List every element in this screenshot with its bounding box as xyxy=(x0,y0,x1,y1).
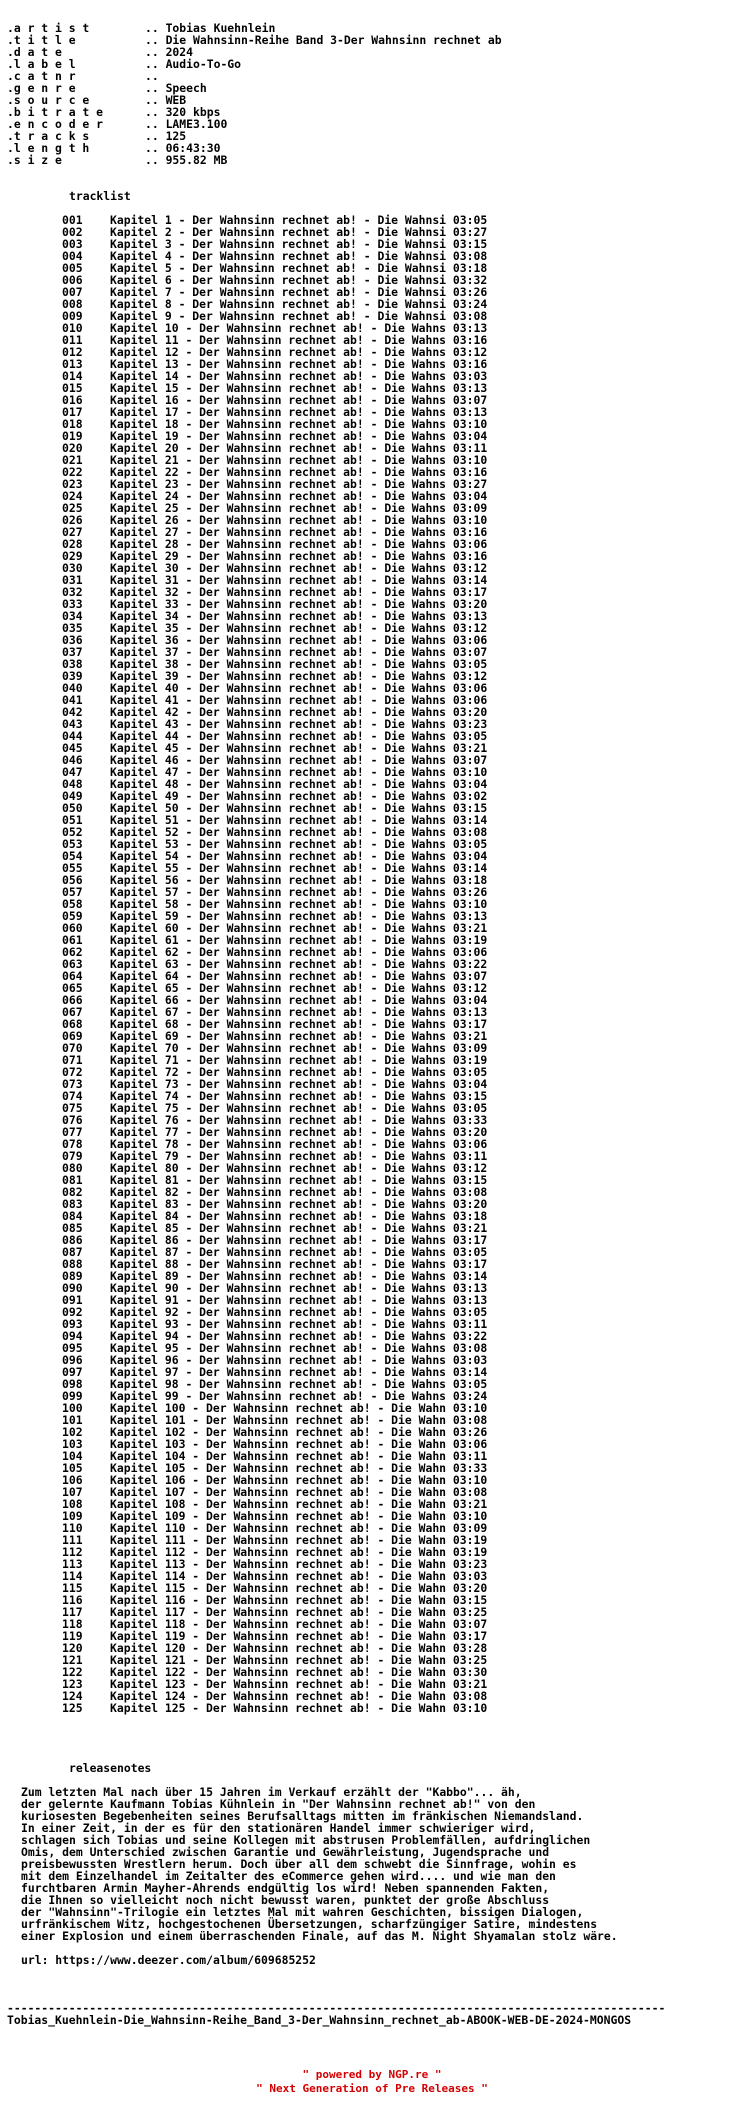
track-row: 059 Kapitel 59 - Der Wahnsinn rechnet ab! - Die Wahns 03:13 xyxy=(62,909,488,923)
track-row: 017 Kapitel 17 - Der Wahnsinn rechnet ab! - Die Wahns 03:13 xyxy=(62,405,488,419)
track-row: 026 Kapitel 26 - Der Wahnsinn rechnet ab! - Die Wahns 03:10 xyxy=(62,513,488,527)
track-row: 074 Kapitel 74 - Der Wahnsinn rechnet ab! - Die Wahns 03:15 xyxy=(62,1089,488,1103)
blank-line xyxy=(7,1726,665,1738)
track-row: 061 Kapitel 61 - Der Wahnsinn rechnet ab! - Die Wahns 03:19 xyxy=(62,933,488,947)
track-row: 063 Kapitel 63 - Der Wahnsinn rechnet ab! - Die Wahns 03:22 xyxy=(62,957,488,971)
track-row: 089 Kapitel 89 - Der Wahnsinn rechnet ab! - Die Wahns 03:14 xyxy=(62,1269,488,1283)
track-row: 094 Kapitel 94 - Der Wahnsinn rechnet ab! - Die Wahns 03:22 xyxy=(62,1329,488,1343)
track-row: 060 Kapitel 60 - Der Wahnsinn rechnet ab! - Die Wahns 03:21 xyxy=(62,921,488,935)
track-row: 028 Kapitel 28 - Der Wahnsinn rechnet ab! - Die Wahns 03:06 xyxy=(62,537,488,551)
track-row: 077 Kapitel 77 - Der Wahnsinn rechnet ab! - Die Wahns 03:20 xyxy=(62,1125,488,1139)
track-row: 053 Kapitel 53 - Der Wahnsinn rechnet ab! - Die Wahns 03:05 xyxy=(62,837,488,851)
track-row: 019 Kapitel 19 - Der Wahnsinn rechnet ab! - Die Wahns 03:04 xyxy=(62,429,488,443)
track-row: 016 Kapitel 16 - Der Wahnsinn rechnet ab! - Die Wahns 03:07 xyxy=(62,393,488,407)
track-row: 033 Kapitel 33 - Der Wahnsinn rechnet ab! - Die Wahns 03:20 xyxy=(62,597,488,611)
track-row: 007 Kapitel 7 - Der Wahnsinn rechnet ab! - Die Wahnsi 03:26 xyxy=(62,285,488,299)
blank-line xyxy=(7,1966,665,1978)
track-row: 096 Kapitel 96 - Der Wahnsinn rechnet ab! - Die Wahns 03:03 xyxy=(62,1353,488,1367)
track-row: 046 Kapitel 46 - Der Wahnsinn rechnet ab! - Die Wahns 03:07 xyxy=(62,753,488,767)
track-row: 101 Kapitel 101 - Der Wahnsinn rechnet ab! - Die Wahn 03:08 xyxy=(62,1413,488,1427)
track-row: 086 Kapitel 86 - Der Wahnsinn rechnet ab! - Die Wahns 03:17 xyxy=(62,1233,488,1247)
track-row: 009 Kapitel 9 - Der Wahnsinn rechnet ab! - Die Wahnsi 03:08 xyxy=(62,309,488,323)
header-value: 320 kbps xyxy=(165,105,221,119)
header-value: WEB xyxy=(165,93,187,107)
track-row: 087 Kapitel 87 - Der Wahnsinn rechnet ab! - Die Wahns 03:05 xyxy=(62,1245,488,1259)
releasenotes-line: mit dem Einzelhandel im Zeitalter des eCommerce gehen wird.... und wie man den xyxy=(21,1869,556,1883)
track-row: 038 Kapitel 38 - Der Wahnsinn rechnet ab! - Die Wahns 03:05 xyxy=(62,657,488,671)
url-line: url: https://www.deezer.com/album/609685252 xyxy=(21,1953,316,1967)
track-row: 048 Kapitel 48 - Der Wahnsinn rechnet ab! - Die Wahns 03:04 xyxy=(62,777,488,791)
track-row: 037 Kapitel 37 - Der Wahnsinn rechnet ab! - Die Wahns 03:07 xyxy=(62,645,488,659)
track-row: 079 Kapitel 79 - Der Wahnsinn rechnet ab! - Die Wahns 03:11 xyxy=(62,1149,488,1163)
header-value: Tobias Kuehnlein xyxy=(165,21,276,35)
header-field xyxy=(7,154,665,166)
track-row: 083 Kapitel 83 - Der Wahnsinn rechnet ab! - Die Wahns 03:20 xyxy=(62,1197,488,1211)
header-key: .t i t l e xyxy=(7,33,76,47)
track-row: 008 Kapitel 8 - Der Wahnsinn rechnet ab! - Die Wahnsi 03:24 xyxy=(62,297,488,311)
header-key: .b i t r a t e xyxy=(7,105,104,119)
track-row: 124 Kapitel 124 - Der Wahnsinn rechnet ab! - Die Wahn 03:08 xyxy=(62,1689,488,1703)
track-row: 076 Kapitel 76 - Der Wahnsinn rechnet ab! - Die Wahns 03:33 xyxy=(62,1113,488,1127)
nfo-document xyxy=(7,22,665,2026)
releasenotes-line: Zum letzten Mal nach über 15 Jahren im Verkauf erzählt der "Kabbo"... äh, xyxy=(21,1785,522,1799)
track-row: 110 Kapitel 110 - Der Wahnsinn rechnet ab! - Die Wahn 03:09 xyxy=(62,1521,488,1535)
track-row: 003 Kapitel 3 - Der Wahnsinn rechnet ab! - Die Wahnsi 03:15 xyxy=(62,237,488,251)
header-key: .g e n r e xyxy=(7,81,76,95)
releasenotes-line: einer Explosion und einem überraschenden Finale, auf das M. Night Shyamalan stolz wäre. xyxy=(21,1929,618,1943)
header-separator: .. xyxy=(145,129,166,143)
track-row: 040 Kapitel 40 - Der Wahnsinn rechnet ab! - Die Wahns 03:06 xyxy=(62,681,488,695)
track-row: 049 Kapitel 49 - Der Wahnsinn rechnet ab! - Die Wahns 03:02 xyxy=(62,789,488,803)
header-separator: .. xyxy=(145,153,166,167)
header-separator: .. xyxy=(145,141,166,155)
track-row: 004 Kapitel 4 - Der Wahnsinn rechnet ab! - Die Wahnsi 03:08 xyxy=(62,249,488,263)
track-row: 116 Kapitel 116 - Der Wahnsinn rechnet ab! - Die Wahn 03:15 xyxy=(62,1593,488,1607)
track-row: 054 Kapitel 54 - Der Wahnsinn rechnet ab! - Die Wahns 03:04 xyxy=(62,849,488,863)
releasenotes-line: In einer Zeit, in der es für den stationären Handel immer schwieriger wird, xyxy=(21,1821,536,1835)
header-field xyxy=(7,142,665,154)
header-value: 125 xyxy=(165,129,187,143)
track-row: 035 Kapitel 35 - Der Wahnsinn rechnet ab! - Die Wahns 03:12 xyxy=(62,621,488,635)
track-row: 042 Kapitel 42 - Der Wahnsinn rechnet ab! - Die Wahns 03:20 xyxy=(62,705,488,719)
track-row: 015 Kapitel 15 - Der Wahnsinn rechnet ab! - Die Wahns 03:13 xyxy=(62,381,488,395)
track-row: 067 Kapitel 67 - Der Wahnsinn rechnet ab! - Die Wahns 03:13 xyxy=(62,1005,488,1019)
track-row: 030 Kapitel 30 - Der Wahnsinn rechnet ab! - Die Wahns 03:12 xyxy=(62,561,488,575)
track-row: 072 Kapitel 72 - Der Wahnsinn rechnet ab! - Die Wahns 03:05 xyxy=(62,1065,488,1079)
credit-line-powered: " powered by NGP.re " xyxy=(302,2068,442,2081)
releasenotes-line: der gelernte Kaufmann Tobias Kühnlein in "Der Wahnsinn rechnet ab!" von den xyxy=(21,1797,536,1811)
track-row: 099 Kapitel 99 - Der Wahnsinn rechnet ab! - Die Wahns 03:24 xyxy=(62,1389,488,1403)
track-row: 002 Kapitel 2 - Der Wahnsinn rechnet ab! - Die Wahnsi 03:27 xyxy=(62,225,488,239)
releasenotes-line: furchtbaren Armin Mayher-Ahrends endgültig los wird! Neben spannenden Fakten, xyxy=(21,1881,550,1895)
track-row: 069 Kapitel 69 - Der Wahnsinn rechnet ab! - Die Wahns 03:21 xyxy=(62,1029,488,1043)
header-key: .d a t e xyxy=(7,45,62,59)
track-row: 012 Kapitel 12 - Der Wahnsinn rechnet ab! - Die Wahns 03:12 xyxy=(62,345,488,359)
header-key: .l a b e l xyxy=(7,57,76,71)
release-name: Tobias_Kuehnlein-Die_Wahnsinn-Reihe_Band_3-Der_Wahnsinn_rechnet_ab-ABOOK-WEB-DE-2024-MONGOS xyxy=(7,2013,632,2027)
track-row: 114 Kapitel 114 - Der Wahnsinn rechnet ab! - Die Wahn 03:03 xyxy=(62,1569,488,1583)
header-separator: .. xyxy=(145,57,166,71)
track-row: 100 Kapitel 100 - Der Wahnsinn rechnet ab! - Die Wahn 03:10 xyxy=(62,1401,488,1415)
track-row: 058 Kapitel 58 - Der Wahnsinn rechnet ab! - Die Wahns 03:10 xyxy=(62,897,488,911)
track-row: 104 Kapitel 104 - Der Wahnsinn rechnet ab! - Die Wahn 03:11 xyxy=(62,1449,488,1463)
divider-line: ------------------------------------------------------------------------------------------------ xyxy=(7,2001,666,2015)
releasenotes-heading: releasenotes xyxy=(69,1761,152,1775)
track-row: 117 Kapitel 117 - Der Wahnsinn rechnet ab! - Die Wahn 03:25 xyxy=(62,1605,488,1619)
track-row: 121 Kapitel 121 - Der Wahnsinn rechnet ab! - Die Wahn 03:25 xyxy=(62,1653,488,1667)
releasenotes-line: der "Wahnsinn"-Trilogie ein letztes Mal mit wahren Geschichten, bissigen Dialogen, xyxy=(21,1905,584,1919)
track-row: 010 Kapitel 10 - Der Wahnsinn rechnet ab! - Die Wahns 03:13 xyxy=(62,321,488,335)
track-row: 055 Kapitel 55 - Der Wahnsinn rechnet ab! - Die Wahns 03:14 xyxy=(62,861,488,875)
releasenotes-line: urfränkischem Witz, hochgestochenen Übersetzungen, scharfzüngiger Satire, mindestens xyxy=(21,1917,598,1931)
track-row: 044 Kapitel 44 - Der Wahnsinn rechnet ab! - Die Wahns 03:05 xyxy=(62,729,488,743)
track-row: 045 Kapitel 45 - Der Wahnsinn rechnet ab! - Die Wahns 03:21 xyxy=(62,741,488,755)
track-row: 112 Kapitel 112 - Der Wahnsinn rechnet ab! - Die Wahn 03:19 xyxy=(62,1545,488,1559)
track-row: 021 Kapitel 21 - Der Wahnsinn rechnet ab! - Die Wahns 03:10 xyxy=(62,453,488,467)
track-row: 062 Kapitel 62 - Der Wahnsinn rechnet ab! - Die Wahns 03:06 xyxy=(62,945,488,959)
header-key: .s o u r c e xyxy=(7,93,90,107)
header-separator: .. xyxy=(145,93,166,107)
track-row: 056 Kapitel 56 - Der Wahnsinn rechnet ab! - Die Wahns 03:18 xyxy=(62,873,488,887)
track-row: 109 Kapitel 109 - Der Wahnsinn rechnet ab! - Die Wahn 03:10 xyxy=(62,1509,488,1523)
track-row: 034 Kapitel 34 - Der Wahnsinn rechnet ab! - Die Wahns 03:13 xyxy=(62,609,488,623)
track-row: 088 Kapitel 88 - Der Wahnsinn rechnet ab! - Die Wahns 03:17 xyxy=(62,1257,488,1271)
track-row: 092 Kapitel 92 - Der Wahnsinn rechnet ab! - Die Wahns 03:05 xyxy=(62,1305,488,1319)
track-row: 111 Kapitel 111 - Der Wahnsinn rechnet ab! - Die Wahn 03:19 xyxy=(62,1533,488,1547)
header-separator: .. xyxy=(145,21,166,35)
header-field xyxy=(7,70,665,82)
header-separator: .. xyxy=(145,33,166,47)
track-row: 085 Kapitel 85 - Der Wahnsinn rechnet ab! - Die Wahns 03:21 xyxy=(62,1221,488,1235)
track-row: 027 Kapitel 27 - Der Wahnsinn rechnet ab! - Die Wahns 03:16 xyxy=(62,525,488,539)
track-row: 122 Kapitel 122 - Der Wahnsinn rechnet ab! - Die Wahn 03:30 xyxy=(62,1665,488,1679)
header-field xyxy=(7,34,665,46)
header-separator: .. xyxy=(145,117,166,131)
blank-line xyxy=(7,1738,665,1750)
header-value: 955.82 MB xyxy=(165,153,228,167)
track-row: 057 Kapitel 57 - Der Wahnsinn rechnet ab! - Die Wahns 03:26 xyxy=(62,885,488,899)
track-row: 123 Kapitel 123 - Der Wahnsinn rechnet ab! - Die Wahn 03:21 xyxy=(62,1677,488,1691)
releasenotes-line: Omis, dem Unterschied zwischen Garantie und Gewährleistung, Jugendsprache und xyxy=(21,1845,550,1859)
header-value: Audio-To-Go xyxy=(165,57,242,71)
track-row: 105 Kapitel 105 - Der Wahnsinn rechnet ab! - Die Wahn 03:33 xyxy=(62,1461,488,1475)
track-row: 080 Kapitel 80 - Der Wahnsinn rechnet ab! - Die Wahns 03:12 xyxy=(62,1161,488,1175)
track-row: 098 Kapitel 98 - Der Wahnsinn rechnet ab! - Die Wahns 03:05 xyxy=(62,1377,488,1391)
header-field xyxy=(7,106,665,118)
track-row: 071 Kapitel 71 - Der Wahnsinn rechnet ab! - Die Wahns 03:19 xyxy=(62,1053,488,1067)
track-row: 084 Kapitel 84 - Der Wahnsinn rechnet ab! - Die Wahns 03:18 xyxy=(62,1209,488,1223)
track-row: 106 Kapitel 106 - Der Wahnsinn rechnet ab! - Die Wahn 03:10 xyxy=(62,1473,488,1487)
header-field xyxy=(7,46,665,58)
track-row: 006 Kapitel 6 - Der Wahnsinn rechnet ab! - Die Wahnsi 03:32 xyxy=(62,273,488,287)
credit-line-tagline: " Next Generation of Pre Releases " xyxy=(256,2082,488,2095)
track-row: 039 Kapitel 39 - Der Wahnsinn rechnet ab! - Die Wahns 03:12 xyxy=(62,669,488,683)
track-row: 023 Kapitel 23 - Der Wahnsinn rechnet ab! - Die Wahns 03:27 xyxy=(62,477,488,491)
track-row: 103 Kapitel 103 - Der Wahnsinn rechnet ab! - Die Wahn 03:06 xyxy=(62,1437,488,1451)
track-row: 065 Kapitel 65 - Der Wahnsinn rechnet ab! - Die Wahns 03:12 xyxy=(62,981,488,995)
track-row: 013 Kapitel 13 - Der Wahnsinn rechnet ab! - Die Wahns 03:16 xyxy=(62,357,488,371)
track-row: 031 Kapitel 31 - Der Wahnsinn rechnet ab! - Die Wahns 03:14 xyxy=(62,573,488,587)
track-row: 020 Kapitel 20 - Der Wahnsinn rechnet ab! - Die Wahns 03:11 xyxy=(62,441,488,455)
header-field xyxy=(7,118,665,130)
header-key: .c a t n r xyxy=(7,69,76,83)
track-row: 095 Kapitel 95 - Der Wahnsinn rechnet ab! - Die Wahns 03:08 xyxy=(62,1341,488,1355)
track-row: 090 Kapitel 90 - Der Wahnsinn rechnet ab! - Die Wahns 03:13 xyxy=(62,1281,488,1295)
track-row: 119 Kapitel 119 - Der Wahnsinn rechnet ab! - Die Wahn 03:17 xyxy=(62,1629,488,1643)
header-separator: .. xyxy=(145,81,166,95)
header-key: .e n c o d e r xyxy=(7,117,104,131)
track-row: 025 Kapitel 25 - Der Wahnsinn rechnet ab! - Die Wahns 03:09 xyxy=(62,501,488,515)
track-row: 102 Kapitel 102 - Der Wahnsinn rechnet ab! - Die Wahn 03:26 xyxy=(62,1425,488,1439)
track-row: 120 Kapitel 120 - Der Wahnsinn rechnet ab! - Die Wahn 03:28 xyxy=(62,1641,488,1655)
track-row: 032 Kapitel 32 - Der Wahnsinn rechnet ab! - Die Wahns 03:17 xyxy=(62,585,488,599)
releasenotes-line: die Ihnen so vielleicht noch nicht bewusst waren, punktet der große Abschluss xyxy=(21,1893,550,1907)
header-separator: .. xyxy=(145,45,166,59)
releasenotes-line: preisbewussten Wrestlern herum. Doch über all dem schwebt die Sinnfrage, wohin es xyxy=(21,1857,577,1871)
track-row: 091 Kapitel 91 - Der Wahnsinn rechnet ab! - Die Wahns 03:13 xyxy=(62,1293,488,1307)
header-separator: .. xyxy=(145,69,166,83)
header-key: .a r t i s t xyxy=(7,21,90,35)
track-row: 052 Kapitel 52 - Der Wahnsinn rechnet ab! - Die Wahns 03:08 xyxy=(62,825,488,839)
header-key: .l e n g t h xyxy=(7,141,90,155)
track-row: 073 Kapitel 73 - Der Wahnsinn rechnet ab! - Die Wahns 03:04 xyxy=(62,1077,488,1091)
track-row: 064 Kapitel 64 - Der Wahnsinn rechnet ab! - Die Wahns 03:07 xyxy=(62,969,488,983)
header-value: LAME3.100 xyxy=(165,117,228,131)
track-row: 051 Kapitel 51 - Der Wahnsinn rechnet ab! - Die Wahns 03:14 xyxy=(62,813,488,827)
track-row: 041 Kapitel 41 - Der Wahnsinn rechnet ab! - Die Wahns 03:06 xyxy=(62,693,488,707)
header-separator: .. xyxy=(145,105,166,119)
header-field xyxy=(7,58,665,70)
track-row: 108 Kapitel 108 - Der Wahnsinn rechnet ab! - Die Wahn 03:21 xyxy=(62,1497,488,1511)
header-field xyxy=(7,94,665,106)
track-row: 011 Kapitel 11 - Der Wahnsinn rechnet ab! - Die Wahns 03:16 xyxy=(62,333,488,347)
blank-line xyxy=(7,166,665,178)
track-row: 001 Kapitel 1 - Der Wahnsinn rechnet ab! - Die Wahnsi 03:05 xyxy=(62,213,488,227)
track-row: 125 Kapitel 125 - Der Wahnsinn rechnet ab! - Die Wahn 03:10 xyxy=(62,1701,488,1715)
track-row: 043 Kapitel 43 - Der Wahnsinn rechnet ab! - Die Wahns 03:23 xyxy=(62,717,488,731)
track-row: 093 Kapitel 93 - Der Wahnsinn rechnet ab! - Die Wahns 03:11 xyxy=(62,1317,488,1331)
releasenotes-line: schlagen sich Tobias und seine Kollegen mit abstrusen Problemfällen, aufdringlichen xyxy=(21,1833,591,1847)
blank-line xyxy=(7,1978,665,1990)
track-row: 024 Kapitel 24 - Der Wahnsinn rechnet ab! - Die Wahns 03:04 xyxy=(62,489,488,503)
track-row: 068 Kapitel 68 - Der Wahnsinn rechnet ab! - Die Wahns 03:17 xyxy=(62,1017,488,1031)
track-row: 036 Kapitel 36 - Der Wahnsinn rechnet ab! - Die Wahns 03:06 xyxy=(62,633,488,647)
releasenotes-line: kuriosesten Begebenheiten seines Berufsalltags mitten im fränkischen Niemandsland. xyxy=(21,1809,584,1823)
track-row: 070 Kapitel 70 - Der Wahnsinn rechnet ab! - Die Wahns 03:09 xyxy=(62,1041,488,1055)
track-row: 081 Kapitel 81 - Der Wahnsinn rechnet ab! - Die Wahns 03:15 xyxy=(62,1173,488,1187)
track-row: 047 Kapitel 47 - Der Wahnsinn rechnet ab! - Die Wahns 03:10 xyxy=(62,765,488,779)
track-row: 078 Kapitel 78 - Der Wahnsinn rechnet ab! - Die Wahns 03:06 xyxy=(62,1137,488,1151)
header-field xyxy=(7,82,665,94)
track-row: 075 Kapitel 75 - Der Wahnsinn rechnet ab! - Die Wahns 03:05 xyxy=(62,1101,488,1115)
header-field xyxy=(7,130,665,142)
track-row: 107 Kapitel 107 - Der Wahnsinn rechnet ab! - Die Wahn 03:08 xyxy=(62,1485,488,1499)
header-value: 2024 xyxy=(165,45,194,59)
track-row: 005 Kapitel 5 - Der Wahnsinn rechnet ab! - Die Wahnsi 03:18 xyxy=(62,261,488,275)
track-row: 050 Kapitel 50 - Der Wahnsinn rechnet ab! - Die Wahns 03:15 xyxy=(62,801,488,815)
header-key: .s i z e xyxy=(7,153,62,167)
header-value: 06:43:30 xyxy=(165,141,221,155)
header-value: Die Wahnsinn-Reihe Band 3-Der Wahnsinn rechnet ab xyxy=(165,33,502,47)
track-row: 014 Kapitel 14 - Der Wahnsinn rechnet ab! - Die Wahns 03:03 xyxy=(62,369,488,383)
track-row: 029 Kapitel 29 - Der Wahnsinn rechnet ab! - Die Wahns 03:16 xyxy=(62,549,488,563)
header-key: .t r a c k s xyxy=(7,129,90,143)
track-row: 118 Kapitel 118 - Der Wahnsinn rechnet ab! - Die Wahn 03:07 xyxy=(62,1617,488,1631)
blank-line xyxy=(7,1714,665,1726)
track-row: 097 Kapitel 97 - Der Wahnsinn rechnet ab! - Die Wahns 03:14 xyxy=(62,1365,488,1379)
track-row: 115 Kapitel 115 - Der Wahnsinn rechnet ab! - Die Wahn 03:20 xyxy=(62,1581,488,1595)
track-row: 022 Kapitel 22 - Der Wahnsinn rechnet ab! - Die Wahns 03:16 xyxy=(62,465,488,479)
track-row: 082 Kapitel 82 - Der Wahnsinn rechnet ab! - Die Wahns 03:08 xyxy=(62,1185,488,1199)
header-value: Speech xyxy=(165,81,207,95)
track-row: 113 Kapitel 113 - Der Wahnsinn rechnet ab! - Die Wahn 03:23 xyxy=(62,1557,488,1571)
track-row: 066 Kapitel 66 - Der Wahnsinn rechnet ab! - Die Wahns 03:04 xyxy=(62,993,488,1007)
track-row: 018 Kapitel 18 - Der Wahnsinn rechnet ab! - Die Wahns 03:10 xyxy=(62,417,488,431)
tracklist-heading: tracklist xyxy=(69,189,131,203)
